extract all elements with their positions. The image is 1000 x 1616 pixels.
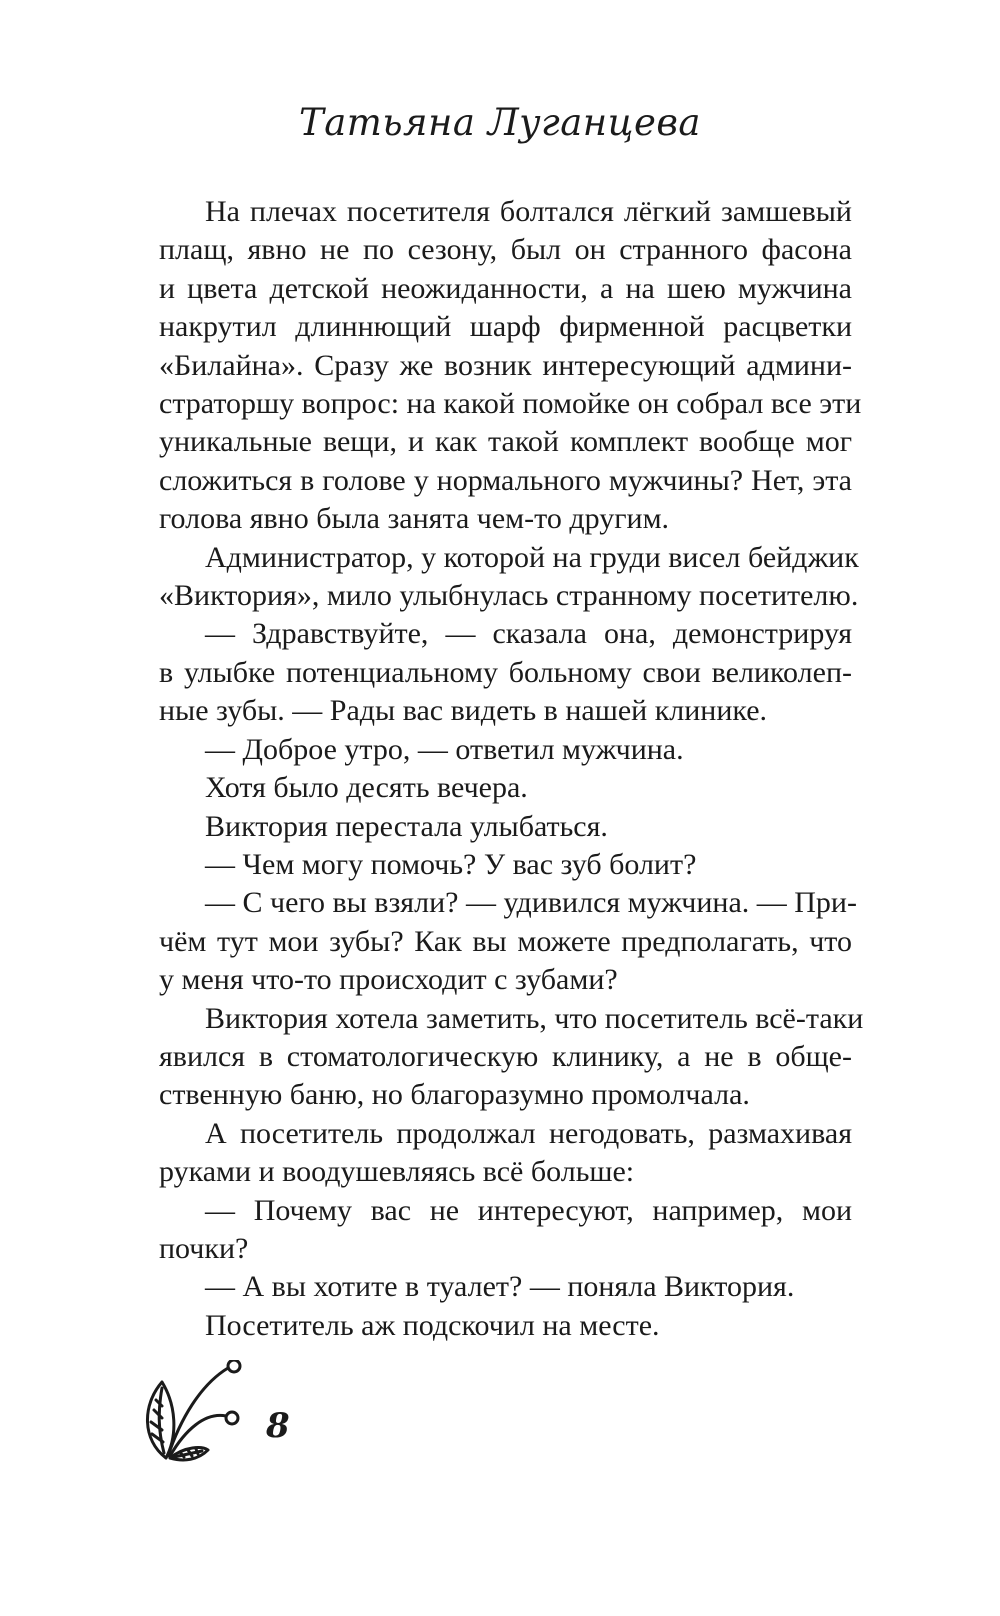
running-header-author: Татьяна Луганцева [299,101,701,144]
text-line: «Билайна». Сразу же возник интересующий админи- [159,348,852,382]
text-line: голова явно была занята чем-то другим. [159,502,670,536]
text-line: сложиться в голове у нормального мужчины? Нет, эта [159,463,852,497]
paragraph [159,1000,864,1115]
paragraph [159,193,862,539]
text-line: явился в стоматологическую клинику, а не в обще- [159,1039,852,1073]
text-line: Посетитель аж подскочил на месте. [205,1308,660,1342]
text-line: На плечах посетителя болтался лёгкий замшевый [205,195,852,228]
text-line: Виктория перестала улыбаться. [205,809,608,843]
paragraph [159,1192,852,1269]
text-line: — Почему вас не интересуют, например, мои [205,1193,852,1227]
paragraph [159,1307,852,1345]
paragraph [159,769,852,807]
paragraph [159,731,852,769]
text-line: Хотя было десять вечера. [205,771,528,805]
text-line: чём тут мои зубы? Как вы можете предполагать, что [159,924,852,958]
text-line: в улыбке потенциальному больному свои великолеп- [159,655,852,689]
text-line: — Доброе утро, — ответил мужчина. [205,732,684,766]
text-line: накрутил длиннющий шарф фирменной расцветки [159,310,852,344]
paragraph [159,1268,852,1306]
paragraph [159,846,852,884]
text-line: ные зубы. — Рады вас видеть в нашей клинике. [159,694,768,728]
paragraph [159,1115,852,1192]
text-line: руками и воодушевляясь всё больше: [159,1155,635,1189]
leaf-ornament-icon [140,1360,250,1465]
text-line: Администратор, у которой на груди висел бейджик [205,540,859,574]
paragraph [159,884,857,999]
text-line: Виктория хотела заметить, что посетитель всё-таки [205,1001,864,1035]
paragraph [159,539,859,616]
paragraph [159,615,852,730]
text-line: уникальные вещи, и как такой комплект вообще мог [159,425,852,459]
page-number: 8 [266,1406,290,1446]
text-line: — Здравствуйте, — сказала она, демонстрируя [205,617,852,651]
text-line: почки? [159,1231,249,1265]
text-line: у меня что-то происходит с зубами? [159,963,618,997]
text-line: плащ, явно не по сезону, был он странного фасона [159,233,852,267]
text-line: страторшу вопрос: на какой помойке он собрал все эти [159,387,862,421]
text-line: ственную баню, но благоразумно промолчала. [159,1078,750,1112]
body-text [159,193,864,1345]
text-line: — Чем могу помочь? У вас зуб болит? [205,847,697,881]
text-line: — С чего вы взяли? — удивился мужчина. — При- [205,886,857,920]
text-line: «Виктория», мило улыбнулась странному посетителю. [159,579,859,613]
text-line: А посетитель продолжал негодовать, размахивая [205,1116,852,1150]
paragraph [159,808,852,846]
text-line: — А вы хотите в туалет? — поняла Виктория. [205,1270,795,1304]
text-line: и цвета детской неожиданности, а на шею мужчина [159,271,852,305]
